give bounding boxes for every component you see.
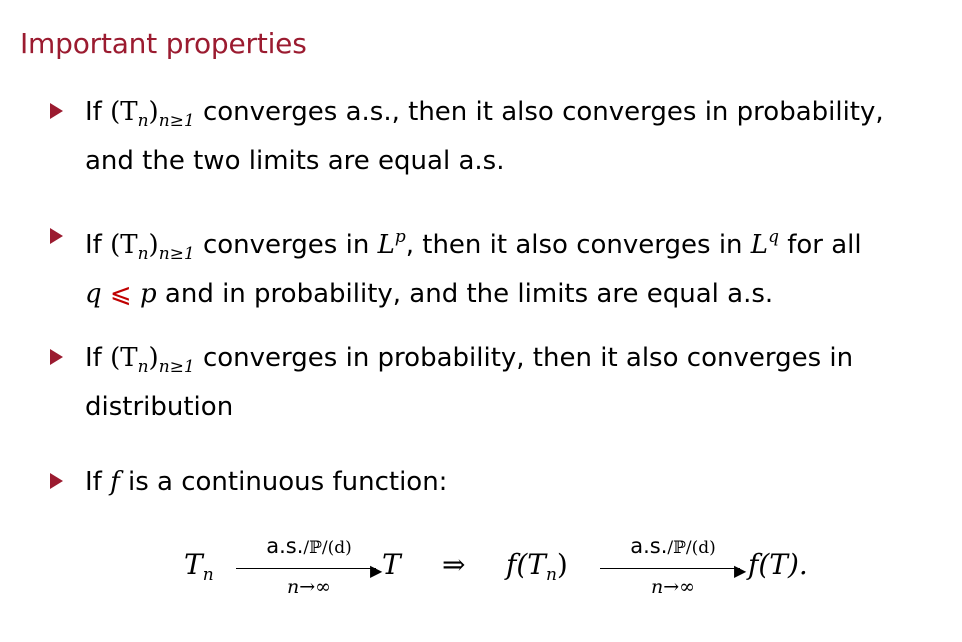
bullet-continuous-function (50, 462, 930, 502)
formula-rhs: $f(T_n)$ (506, 548, 568, 585)
bullet-text: If $(T_n)_{n\ge 1}$ converges in probability, then it also converges in distribution (85, 343, 854, 422)
bullet-text: If f is a continuous function: (85, 467, 448, 497)
arrow-label-above: a.s./ℙ/(d) (630, 534, 716, 558)
continuous-mapping-formula (184, 528, 844, 608)
arrow-line (236, 568, 376, 569)
bullet-text: If $(T_n)_{n\ge 1}$ converges in $L^p$, then it also converges in $L^q$ for all q ⩽ p and in probability, and the limits are equal a.s. (85, 227, 862, 309)
bullet-triangle-icon (50, 349, 63, 365)
arrow-label-below: n→∞ (287, 576, 331, 598)
bullet-lp-convergence (50, 217, 930, 314)
bullet-triangle-icon (50, 473, 63, 489)
slide-title: Important properties (20, 27, 307, 60)
arrow-label-below: n→∞ (651, 576, 695, 598)
implies-symbol: ⇒ (442, 548, 466, 581)
arrow-head-icon: ▶ (370, 561, 383, 580)
bullet-text: If $(T_n)_{n\ge 1}$ converges a.s., then it also converges in probability, and the two limits are equal a.s. (85, 97, 884, 176)
arrow-line (600, 568, 740, 569)
bullet-triangle-icon (50, 103, 63, 119)
bullet-probability-convergence (50, 338, 930, 427)
bullet-triangle-icon (50, 228, 63, 244)
formula-rhs-limit: f(T). (748, 548, 808, 581)
leq-symbol: ⩽ (109, 279, 132, 309)
formula-lhs: $T_n$ (184, 548, 214, 585)
formula-limit: T (382, 548, 401, 581)
convergence-arrow-right (598, 528, 748, 608)
convergence-arrow-left (234, 528, 384, 608)
bullet-as-convergence (50, 92, 930, 181)
arrow-head-icon: ▶ (734, 561, 747, 580)
arrow-label-above: a.s./ℙ/(d) (266, 534, 352, 558)
